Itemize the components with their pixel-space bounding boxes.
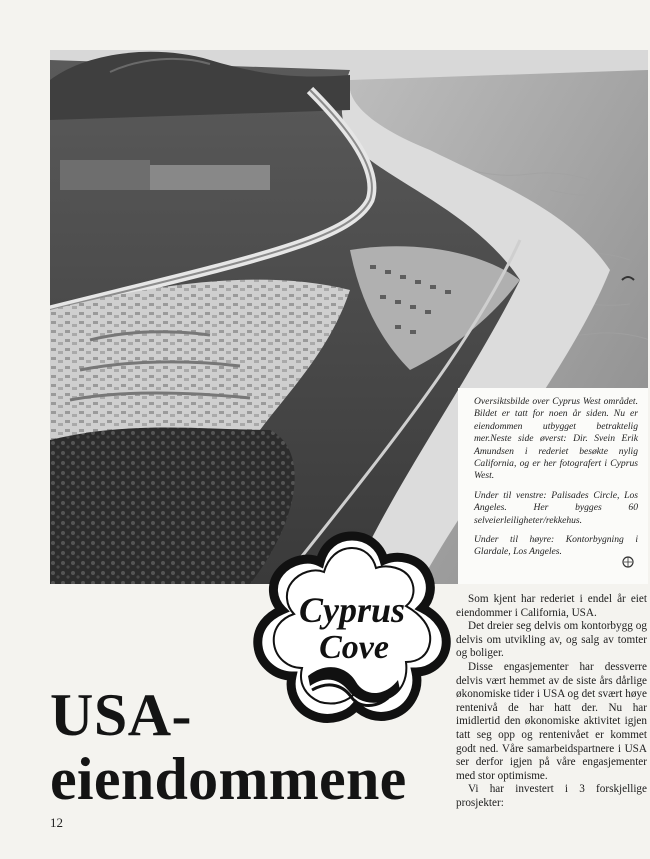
logo-text-line2: Cove [319, 629, 389, 666]
caption-paragraph: Under til høyre: Kontorbygning i Glardale, Los Angeles. [474, 534, 638, 558]
headline-line1: USA- [50, 682, 193, 748]
caption-paragraph: Under til venstre: Palisades Circle, Los Angeles. Her bygges 60 selveierleiligheter/rekkehus. [474, 489, 638, 526]
body-paragraph: Som kjent har rederiet i endel år eiet eiendommer i California, USA. [456, 593, 647, 619]
body-paragraph: Vi har investert i 3 forskjellige prosjekter: [456, 783, 647, 809]
sun-icon [620, 554, 636, 570]
photo-caption [458, 388, 648, 584]
headline [50, 683, 470, 811]
body-paragraph: Det dreier seg delvis om kontorbygg og delvis om utvikling av, og salg av tomter og boliger. [456, 620, 647, 660]
page-number: 12 [50, 815, 63, 830]
caption-paragraph: Oversiktsbilde over Cyprus West området. Bildet er tatt for noen år siden. Nu er eiendommen utbygget betraktelig mer.Neste side øverst: Dir. Svein Erik Amundsen i rederiet besøkte nylig California, og er her fotografert i Cyprus West. [474, 396, 638, 482]
article-body [456, 593, 647, 811]
logo-text-line1: Cyprus [298, 590, 406, 630]
headline-line2: eiendommene [50, 746, 407, 812]
body-paragraph: Disse engasjementer har dessverre delvis vært hemmet av de siste års dårlige økonomiske tider i USA og det svært høye rentenivå de har hatt der. Nu har imidlertid den økonomiske aktivitet igjen tatt seg opp og rentenivået er kommet godt ned. Våre samarbeidspartnere i USA ser derfor igjen på våre engasjementer med stor optimisme. [456, 660, 647, 782]
